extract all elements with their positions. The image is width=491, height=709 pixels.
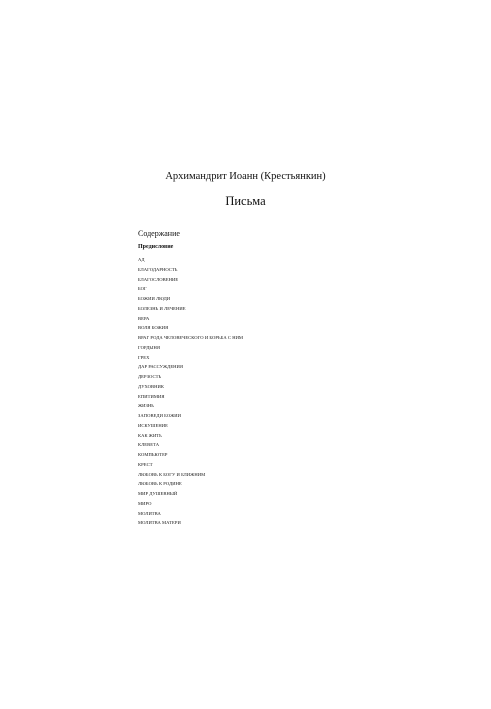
toc-item[interactable]: КАК ЖИТЬ [138,432,162,438]
toc-item[interactable]: БОЖИИ ЛЮДИ [138,296,171,301]
toc-item[interactable]: МИР ДУШЕВНЫЙ [138,491,178,496]
toc-item[interactable]: МОЛИТВА [138,510,161,516]
toc-item[interactable]: БОЛЕЗНЬ И ЛЕЧЕНИЕ [138,305,186,311]
toc-item[interactable]: ЗАПОВЕДИ БОЖИИ [138,413,181,418]
toc-preface-link[interactable]: Предисловие [138,244,174,250]
author-line: Архимандрит Иоанн (Крестьянкин) [165,171,326,182]
toc-item[interactable]: ДЕРЗОСТЬ [138,374,162,379]
toc-item[interactable]: ИСКУШЕНИЕ [138,422,168,428]
toc-item[interactable]: ЖИЗНЬ [138,403,154,409]
toc-item[interactable]: ВОЛЯ БОЖИЯ [138,325,169,331]
toc-item[interactable]: МИРО [138,500,152,506]
toc-item[interactable]: БОГ [138,286,147,292]
toc-item[interactable]: МОЛИТВА МАТЕРИ [138,520,181,526]
table-of-contents [138,257,243,530]
toc-item[interactable]: АД [138,257,145,262]
toc-item[interactable]: БЛАГОСЛОВЕНИЕ [138,276,179,282]
contents-heading: Содержание [138,229,180,238]
toc-item[interactable]: БЛАГОДАРНОСТЬ [138,266,178,272]
toc-item[interactable]: ЛЮБОВЬ К РОДИНЕ [138,481,182,487]
toc-item[interactable]: ЛЮБОВЬ К БОГУ И БЛИЖНИМ [138,471,206,477]
toc-item[interactable]: ГРЕХ [138,354,150,360]
toc-item[interactable]: ДАР РАССУЖДЕНИЯ [138,364,184,370]
toc-item[interactable]: ДУХОВНИК [138,383,165,389]
toc-item[interactable]: ГОРДЫНЯ [138,344,160,350]
toc-item[interactable]: ЕПИТИМИЯ [138,393,165,399]
toc-item[interactable]: КЛЕВЕТА [138,442,160,448]
toc-item[interactable]: КРЕСТ [138,461,153,467]
document-title: Письма [225,194,266,208]
toc-item[interactable]: ВРАГ РОДА ЧЕЛОВЕЧЕСКОГО И БОРЬБА С НИМ [138,335,244,340]
toc-item[interactable]: ВЕРА [138,315,150,321]
toc-item[interactable]: КОМПЬЮТЕР [138,452,168,457]
